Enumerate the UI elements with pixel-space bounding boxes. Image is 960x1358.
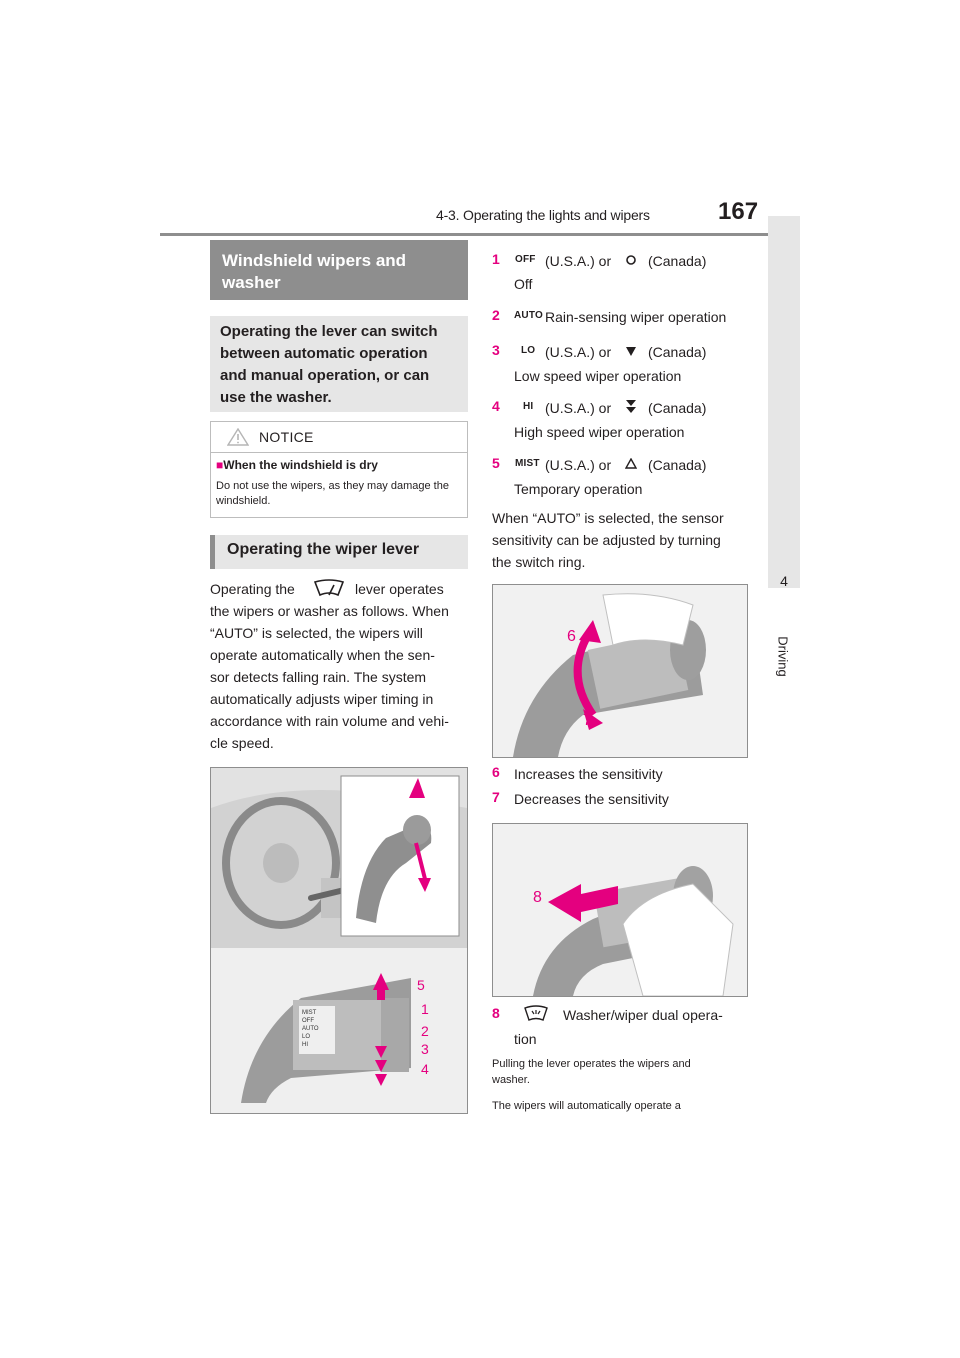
header-rule (160, 233, 800, 236)
item-2-text: Rain-sensing wiper operation (545, 309, 727, 325)
warning-icon (227, 428, 249, 446)
section-title: Windshield wipers and washer (210, 240, 468, 300)
subsection-title: Operating the wiper lever (210, 535, 468, 569)
lever-hi-label: HI (302, 1042, 308, 1048)
item-1-usa: (U.S.A.) or (545, 253, 612, 269)
item-3-number: 3 (492, 342, 500, 358)
auto-sensitivity-note: When “AUTO” is selected, the sensor sensitivity can be adjusted by turning the switch ring. (492, 510, 724, 570)
item-7-number: 7 (492, 789, 500, 805)
section-intro: Operating the lever can switch between automatic operation and manual operation, or can use the washer. (210, 316, 468, 412)
item-8-text-cont: tion (514, 1031, 537, 1047)
chapter-side-tab (768, 216, 800, 588)
item-1-desc: Off (514, 276, 533, 292)
callout-8: 8 (533, 889, 542, 906)
wiper-lever-icon (312, 579, 346, 599)
item-5-number: 5 (492, 455, 500, 471)
item-5-desc: Temporary operation (514, 481, 643, 497)
item-3-usa: (U.S.A.) or (545, 344, 612, 360)
off-canada-icon (625, 254, 637, 266)
item-2-number: 2 (492, 307, 500, 323)
paragraph-body: the wipers or washer as follows. When “AUTO” is selected, the wipers will operate automatically when the sen- sor detects falling rain. The system automatically adjusts wiper timing in accordance with rain volume and vehi- cle speed. (210, 603, 449, 751)
item-4-canada: (Canada) (648, 400, 707, 416)
item-5-usa: (U.S.A.) or (545, 457, 612, 473)
lever-off-label: OFF (302, 1018, 314, 1024)
item-6-number: 6 (492, 764, 500, 780)
notice-title: NOTICE (259, 429, 314, 445)
callout-2: 2 (421, 1023, 429, 1039)
mist-glyph: MIST (515, 458, 540, 469)
lever-lo-label: LO (302, 1034, 311, 1040)
chapter-number: 4 (780, 573, 788, 589)
hi-canada-icon (625, 399, 637, 415)
sensitivity-ring-drawing (493, 585, 747, 757)
mist-canada-icon (625, 458, 637, 469)
last-line: The wipers will automatically operate a (492, 1100, 681, 1112)
washer-pull-illustration (492, 823, 748, 997)
callout-7: 7 (583, 712, 592, 729)
item-3-desc: Low speed wiper operation (514, 368, 682, 384)
square-bullet-icon: ■ (216, 458, 224, 472)
item-1-number: 1 (492, 251, 500, 267)
callout-3: 3 (421, 1041, 429, 1057)
lo-canada-icon (625, 346, 637, 357)
page-number: 167 (718, 198, 759, 225)
item-4-number: 4 (492, 398, 500, 414)
wiper-lever-drawing (211, 768, 467, 1113)
off-glyph: OFF (515, 254, 536, 265)
notice-box (210, 421, 468, 518)
paragraph-line: lever operates (355, 581, 444, 597)
callout-4: 4 (421, 1061, 429, 1077)
item-7-text: Decreases the sensitivity (514, 791, 669, 807)
hi-glyph: HI (523, 401, 534, 412)
item-3-canada: (Canada) (648, 344, 707, 360)
lo-glyph: LO (521, 345, 536, 356)
item-5-canada: (Canada) (648, 457, 707, 473)
lever-auto-label: AUTO (302, 1026, 319, 1032)
item-6-text: Increases the sensitivity (514, 766, 663, 782)
washer-pull-drawing (493, 824, 747, 996)
header-section-title: 4-3. Operating the lights and wipers (436, 207, 650, 223)
callout-6: 6 (567, 628, 576, 645)
paragraph-line: Operating the (210, 581, 295, 597)
item-4-usa: (U.S.A.) or (545, 400, 612, 416)
notice-body: Do not use the wipers, as they may damage the windshield. (216, 480, 449, 507)
callout-1: 1 (421, 1001, 429, 1017)
item-1-canada: (Canada) (648, 253, 707, 269)
notice-subtitle: ■When the windshield is dry (216, 458, 378, 472)
item-8-number: 8 (492, 1005, 500, 1021)
auto-glyph: AUTO (514, 310, 543, 321)
pull-note: Pulling the lever operates the wipers and washer. (492, 1058, 691, 1086)
washer-wiper-icon (522, 1004, 550, 1026)
lever-mist-label: MIST (302, 1010, 317, 1016)
sensitivity-ring-illustration (492, 584, 748, 758)
notice-header (211, 422, 467, 453)
item-4-desc: High speed wiper operation (514, 424, 685, 440)
callout-5: 5 (417, 977, 425, 993)
item-8-text: Washer/wiper dual opera- (563, 1007, 723, 1023)
wiper-lever-illustration (210, 767, 468, 1114)
